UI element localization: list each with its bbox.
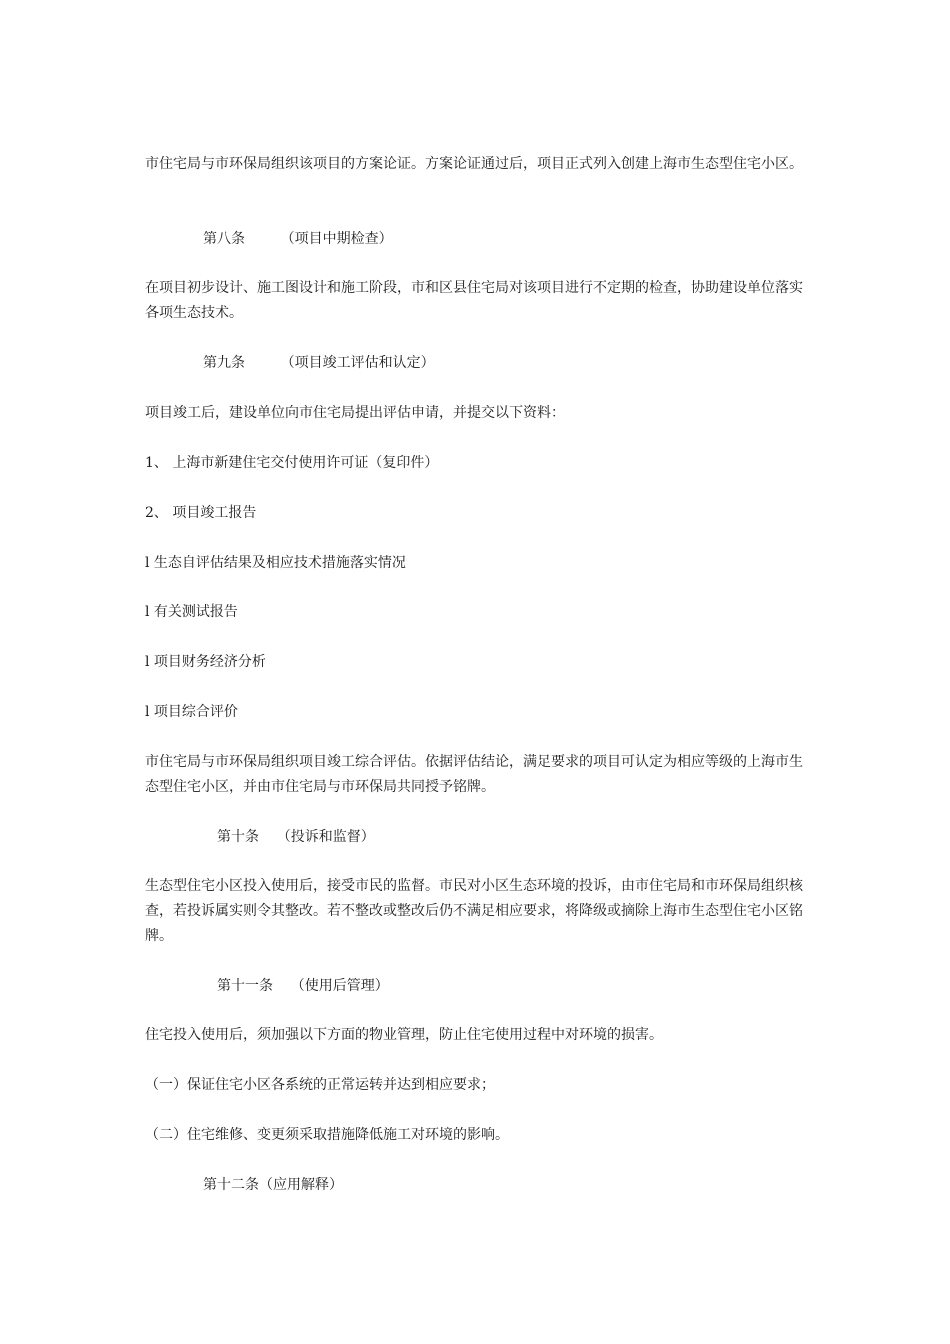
article-11-heading: 第十一条 （使用后管理）	[217, 978, 389, 994]
bullet-test-reports: l 有关测试报告	[145, 604, 238, 620]
paragraph-complaints-supervision: 生态型住宅小区投入使用后，接受市民的监督。市民对小区生态环境的投诉，由市住宅局和市环保局组织核查，若投诉属实则令其整改。若不整改或整改后仍不满足相应要求，将降级或摘除上海市生态型住宅小区铭牌。	[145, 878, 803, 944]
paragraph-completion-evaluation: 市住宅局与市环保局组织项目竣工综合评估。依据评估结论，满足要求的项目可认定为相应等级的上海市生态型住宅小区，并由市住宅局与市环保局共同授予铭牌。	[145, 754, 803, 795]
bullet-financial-analysis: l 项目财务经济分析	[145, 654, 266, 670]
paragraph-midterm-inspection: 在项目初步设计、施工图设计和施工阶段，市和区县住宅局对该项目进行不定期的检查，协助建设单位落实各项生态技术。	[145, 280, 803, 321]
list-item-completion-report: 2、 项目竣工报告	[145, 505, 257, 521]
paragraph-post-use-management: 住宅投入使用后，须加强以下方面的物业管理，防止住宅使用过程中对环境的损害。	[145, 1027, 663, 1043]
item-system-operation: （一）保证住宅小区各系统的正常运转并达到相应要求；	[145, 1077, 495, 1093]
article-10-heading: 第十条 （投诉和监督）	[217, 829, 375, 845]
list-item-permit: 1、 上海市新建住宅交付使用许可证（复印件）	[145, 455, 439, 471]
bullet-ecological-self-assessment: l 生态自评估结果及相应技术措施落实情况	[145, 555, 406, 571]
article-8-heading: 第八条 （项目中期检查）	[203, 231, 393, 247]
article-12-heading: 第十二条（应用解释）	[203, 1177, 343, 1193]
paragraph-project-review: 市住宅局与市环保局组织该项目的方案论证。方案论证通过后，项目正式列入创建上海市生态型住宅小区。	[145, 156, 803, 172]
paragraph-completion-application: 项目竣工后，建设单位向市住宅局提出评估申请，并提交以下资料：	[145, 405, 565, 421]
item-maintenance-measures: （二）住宅维修、变更须采取措施降低施工对环境的影响。	[145, 1127, 509, 1143]
bullet-comprehensive-evaluation: l 项目综合评价	[145, 704, 238, 720]
article-9-heading: 第九条 （项目竣工评估和认定）	[203, 355, 435, 371]
